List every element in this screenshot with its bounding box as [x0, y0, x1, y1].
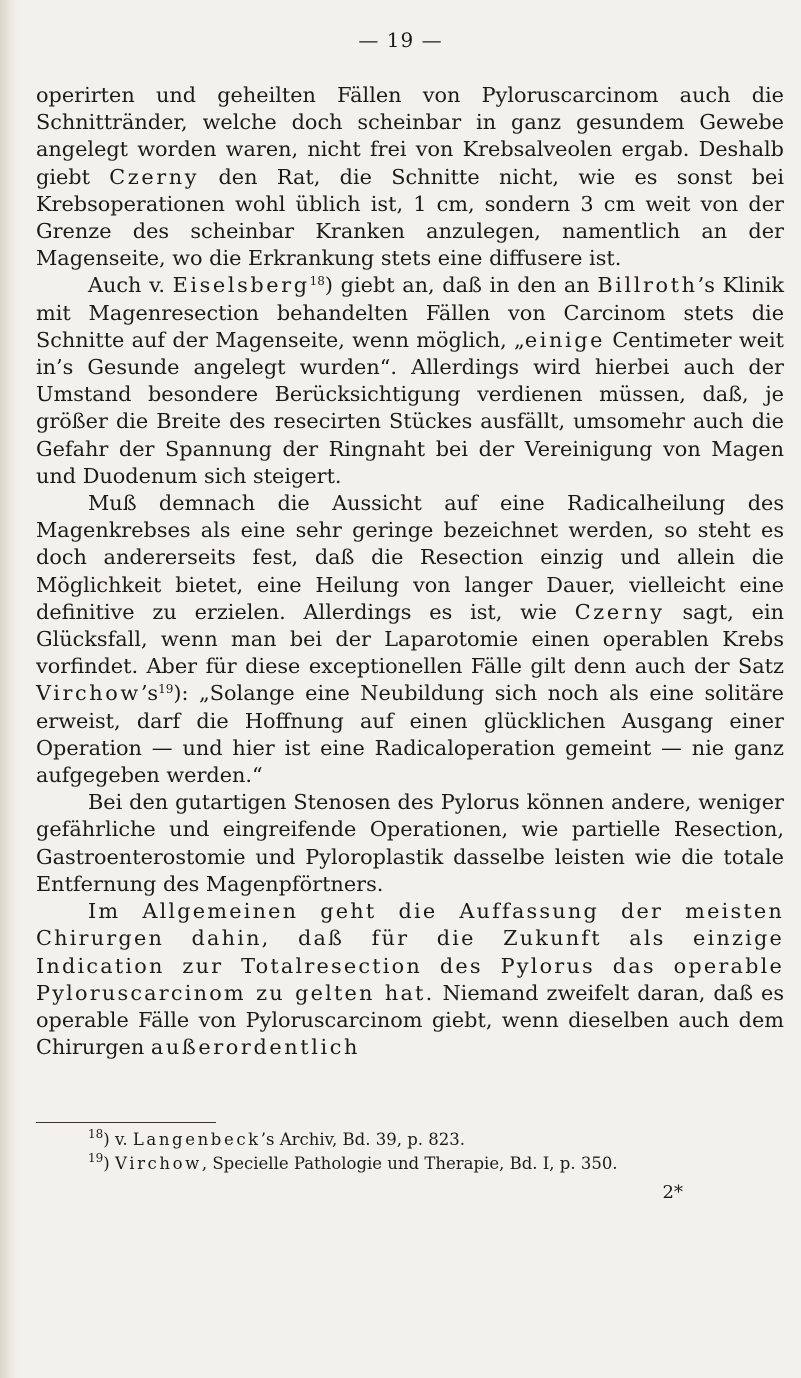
paragraph	[36, 272, 784, 490]
spaced-name: Czerny	[109, 164, 200, 189]
footnote-ref: 19	[88, 1151, 104, 1165]
page-number: — 19 —	[358, 28, 443, 52]
binding-edge	[0, 0, 18, 1378]
spaced-name: Billroth	[597, 273, 698, 298]
paragraph	[36, 789, 784, 898]
text-run: Bei den gutartigen Stenosen des Pylorus können andere, weniger gefährliche und eingreifende Operationen, wie partielle Resection, Gastroenterostomie und Pyloroplastik dasselbe leisten wie die totale Entfernung des Magenpförtners.	[36, 790, 784, 896]
text-run: Niemand zweifelt daran, daß es operable Fälle von Pyloruscarcinom giebt, wenn dieselben auch dem Chirurgen	[36, 980, 784, 1060]
emphasis-text: Im Allgemeinen geht die Auffassung der meisten Chirurgen dahin, daß für die Zukunft als einzige Indication zur Totalresection des Pylorus das operable Pyloruscarcinom zu gelten hat.	[36, 899, 784, 1005]
paragraph	[36, 82, 784, 272]
text-run: ): „Solange eine Neubildung sich noch als eine solitäre erweist, darf die Hoffnung auf einen glücklichen Ausgang einer Operation — und hier ist eine Radicaloperation gemeint — nie ganz aufgegeben werden.“	[36, 681, 784, 788]
footnote-rule	[36, 1122, 216, 1123]
footnote	[88, 1128, 784, 1152]
footnote	[88, 1152, 784, 1176]
footnote-ref: 18	[88, 1127, 104, 1141]
text-run: ’s Klinik mit Magenresection behandelten Fällen von Carcinom stets die Schnitte auf der Magenseite, wenn möglich, „	[36, 273, 784, 352]
footnote-ref: 19	[158, 682, 174, 697]
text-run: ) giebt an, daß in den an	[324, 273, 598, 298]
paragraph	[36, 490, 784, 789]
footnotes	[88, 1128, 784, 1176]
spaced-name: einige	[524, 327, 606, 352]
spaced-name: Eiselsberg	[172, 273, 310, 298]
text-run: Centimeter weit in’s Gesunde angelegt wurden“. Allerdings wird hierbei auch der Umstand besondere Berücksichtigung verdienen müssen, daß, je größer die Breite des resecirten Stückes ausfällt, umsomehr auch die Gefahr der Spannung der Ringnaht bei der Vereinigung von Magen und Duodenum sich steigert.	[36, 327, 784, 488]
spaced-name: Czerny	[574, 599, 665, 624]
text-run: sagt, ein Glücksfall, wenn man bei der Laparotomie einen operablen Krebs vorfindet. Aber für diese exceptionellen Fälle gilt denn auch der Satz	[36, 599, 784, 679]
spaced-name: Virchow	[114, 1154, 202, 1173]
spaced-name: Virchow	[36, 681, 141, 706]
signature-mark: 2*	[662, 1182, 683, 1203]
spaced-name: außerordentlich	[150, 1035, 360, 1060]
text-run: Auch v.	[88, 273, 173, 298]
text-run: den Rat, die Schnitte nicht, wie es sonst bei Krebsoperationen wohl üblich ist, 1 cm, sondern 3 cm weit von der Grenze des scheinbar Kranken anzulegen, namentlich an der Magenseite, wo die Erkrankung stets eine diffusere ist.	[36, 164, 784, 271]
spaced-name: Langenbeck	[132, 1130, 261, 1149]
text-run: operirten und geheilten Fällen von Pyloruscarcinom auch die Schnittränder, welche doch scheinbar in ganz gesundem Gewebe angelegt worden waren, nicht frei von Krebsalveolen ergab. Deshalb giebt	[36, 83, 784, 189]
text-run: , Specielle Pathologie und Therapie, Bd. I, p. 350.	[201, 1154, 618, 1173]
text-run: ’s Archiv, Bd. 39, p. 823.	[260, 1130, 465, 1149]
text-run: Muß demnach die Aussicht auf eine Radicalheilung des Magenkrebses als eine sehr geringe bezeichnet werden, so steht es doch andererseits fest, daß die Resection einzig und allein die Möglichkeit bietet, eine Heilung von langer Dauer, vielleicht eine definitive zu erzielen. Allerdings es ist, wie	[36, 491, 784, 624]
paragraph	[36, 898, 784, 1061]
text-run: ) v.	[103, 1130, 133, 1149]
text-run: )	[103, 1154, 115, 1173]
text-run: ’s	[140, 681, 159, 706]
body-text	[36, 82, 784, 1061]
footnote-ref: 18	[309, 274, 325, 289]
